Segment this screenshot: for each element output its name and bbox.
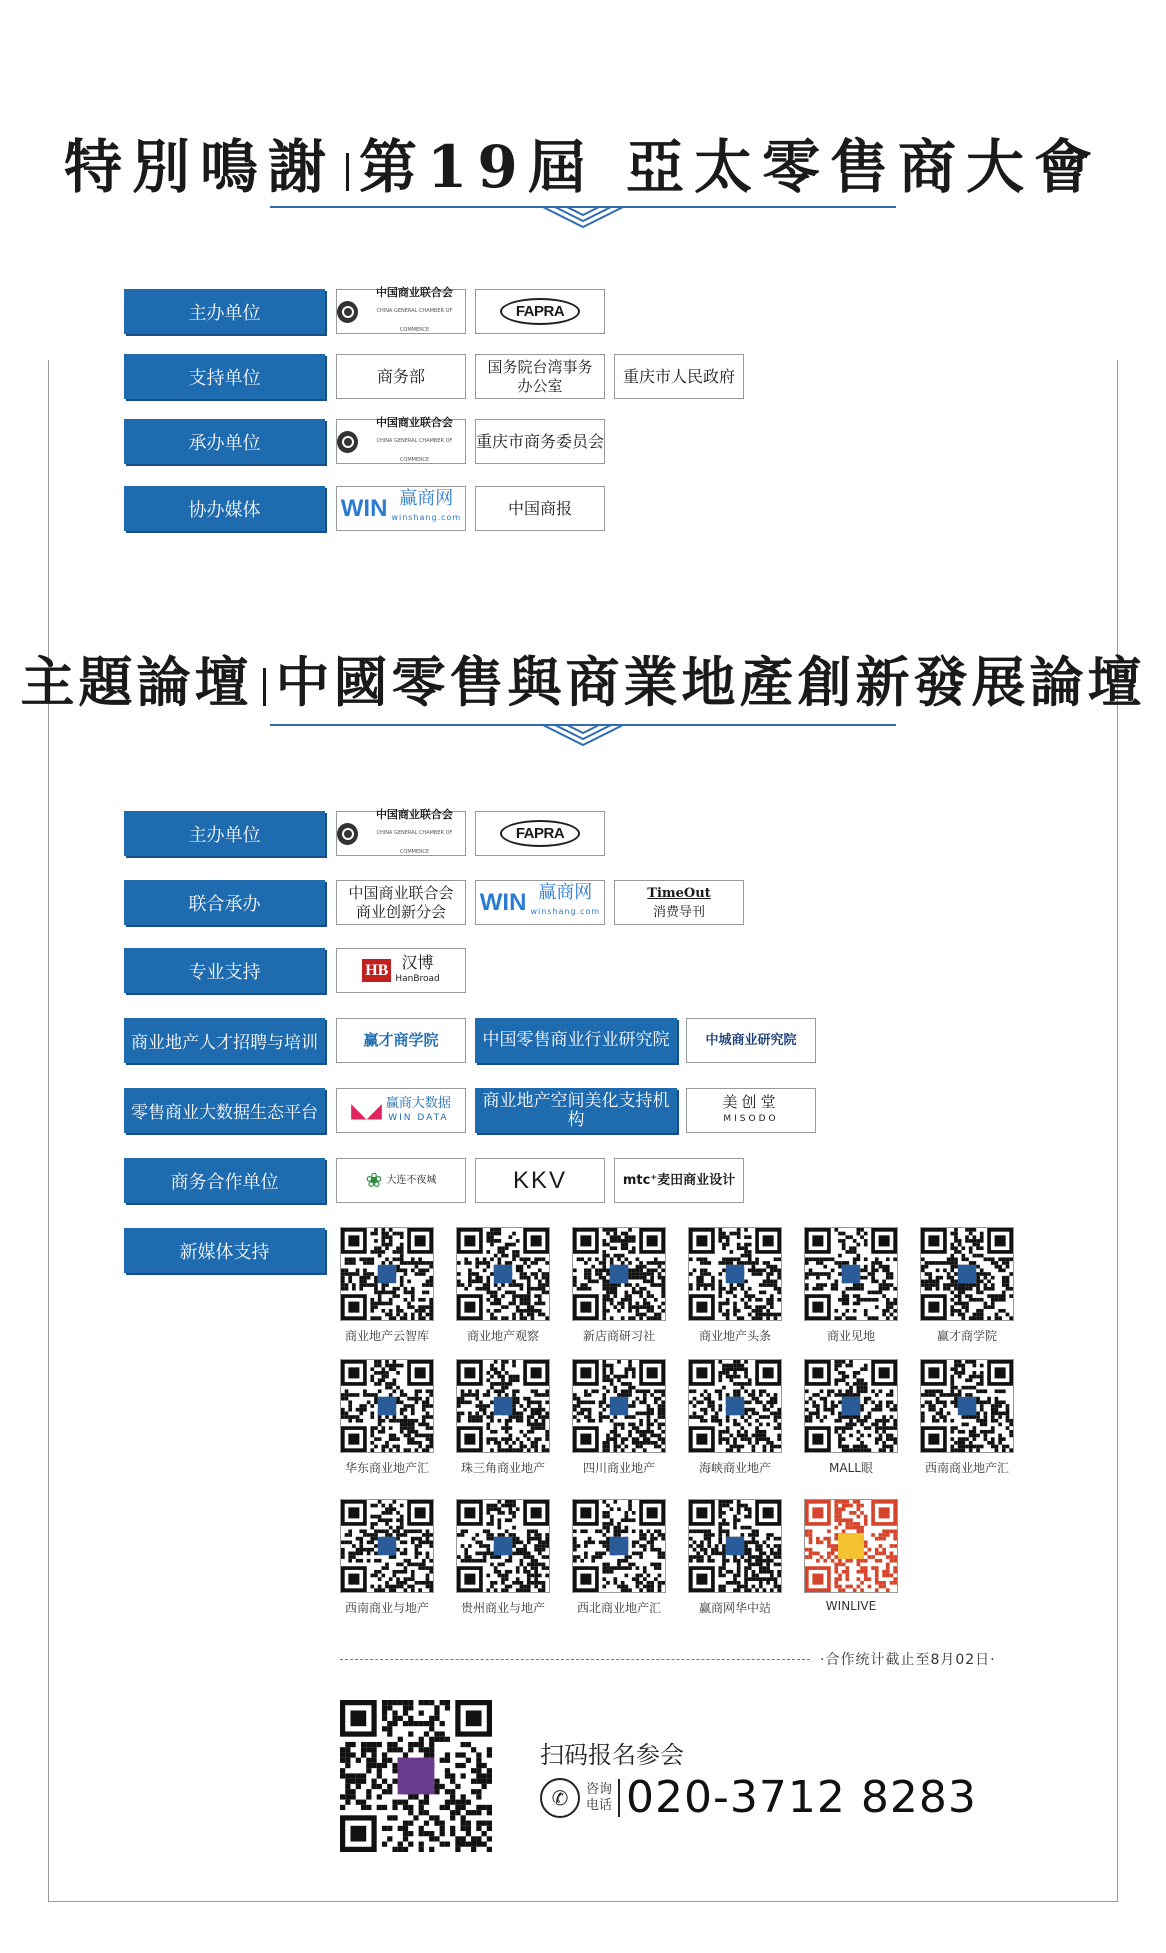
qr-code-2[interactable] <box>456 1227 550 1321</box>
hb-en: HanBroad <box>395 973 440 984</box>
consult-label: 咨询 电话 <box>586 1781 613 1813</box>
phone-row <box>540 1772 977 1823</box>
qr-code-5[interactable] <box>804 1227 898 1321</box>
yingcai-text: 赢才商学院 <box>363 1031 439 1049</box>
qr-caption: 华东商业地产汇 <box>344 1461 429 1475</box>
qr-code-icon <box>341 1500 433 1592</box>
kkv-text: KKV <box>512 1167 568 1194</box>
qr-caption: 珠三角商业地产 <box>460 1461 545 1475</box>
qr-caption: 赢商网华中站 <box>698 1601 771 1615</box>
phone-icon: ✆ <box>540 1778 580 1818</box>
title-divider <box>263 668 266 706</box>
logo-ccc-3 <box>336 808 466 856</box>
cohost-innovation-branch: 中国商业联合会 商业创新分会 <box>336 880 466 925</box>
label-host: 承办单位 <box>124 419 325 464</box>
qr-code-icon <box>921 1228 1013 1320</box>
dashed-divider <box>340 1659 810 1660</box>
stat-cutoff: ·合作统计截止至8月02日· <box>820 1652 996 1668</box>
windata-cn: 赢商大数据 <box>385 1095 451 1111</box>
dazhi-text: 大连不夜城 <box>386 1175 437 1186</box>
qr-caption: 西北商业地产汇 <box>576 1601 661 1615</box>
logo-mtc <box>614 1158 744 1203</box>
qr-code-icon <box>457 1360 549 1452</box>
qr-code-icon <box>805 1360 897 1452</box>
label-new-media: 新媒体支持 <box>124 1228 325 1273</box>
timeout-text: TimeOut <box>647 885 711 901</box>
ccc-logo-icon <box>337 431 358 453</box>
section1-title <box>0 120 1166 204</box>
qr-caption: 商业地产头条 <box>698 1329 771 1343</box>
section2-title-a: 主題論壇 <box>20 650 253 714</box>
qr-code-icon <box>457 1500 549 1592</box>
section2-title <box>0 640 1166 717</box>
label-business-partner: 商务合作单位 <box>124 1158 325 1203</box>
qr-code-icon <box>341 1228 433 1320</box>
phone-number[interactable]: 020-3712 8283 <box>626 1772 977 1823</box>
logo-zhongcheng <box>686 1018 816 1063</box>
host-chongqing-commerce: 重庆市商务委员会 <box>475 419 605 464</box>
win-en: winshang.com <box>391 513 462 522</box>
qr-code-14[interactable] <box>456 1499 550 1593</box>
ccc-name-en: CHINA GENERAL CHAMBER OF COMMERCE <box>376 438 453 463</box>
hb-cn: 汉博 <box>401 952 434 972</box>
signup-text: 扫码报名参会 <box>540 1741 684 1769</box>
qr-code-6[interactable] <box>920 1227 1014 1321</box>
label-professional-support: 专业支持 <box>124 948 325 993</box>
section2-title-b: 中國零售與商業地產創新發展論壇 <box>275 650 1146 714</box>
ccc-logo-icon <box>337 823 358 845</box>
zhongcheng-text: 中城商业研究院 <box>705 1033 797 1048</box>
qr-code-16[interactable] <box>688 1499 782 1593</box>
section1-title-b: 第19屆 亞太零售商大會 <box>359 133 1102 201</box>
qr-code-15[interactable] <box>572 1499 666 1593</box>
title-divider <box>346 153 349 191</box>
winlive-qr-icon <box>805 1500 897 1592</box>
logo-yingcai <box>336 1018 466 1063</box>
qr-caption: 商业地产观察 <box>466 1329 539 1343</box>
qr-code-3[interactable] <box>572 1227 666 1321</box>
qr-code-4[interactable] <box>688 1227 782 1321</box>
qr-caption: 赢才商学院 <box>936 1329 997 1343</box>
supporter-mofcom: 商务部 <box>336 354 466 399</box>
qr-code-icon <box>573 1360 665 1452</box>
qr-caption: 四川商业地产 <box>582 1461 655 1475</box>
china-retail-research-institute: 中国零售商业行业研究院 <box>475 1018 677 1063</box>
mtc-text: mtc⁺麦田商业设计 <box>622 1173 736 1188</box>
media-china-business-herald: 中国商报 <box>475 486 605 531</box>
logo-kkv <box>475 1158 605 1203</box>
logo-windata: ◣◢ 赢商大数据 WIN DATA <box>336 1088 466 1133</box>
qr-caption: 商业见地 <box>826 1329 875 1343</box>
logo-dazhi: ❀ 大连不夜城 <box>336 1158 466 1203</box>
qr-code-17[interactable] <box>804 1499 898 1593</box>
qr-code-7[interactable] <box>340 1359 434 1453</box>
misodo-en: MISODO <box>723 1113 779 1124</box>
label-co-host: 联合承办 <box>124 880 325 925</box>
qr-caption: 贵州商业与地产 <box>460 1601 545 1615</box>
hb-mark: HB <box>362 959 391 982</box>
ccc-name: 中国商业联合会 <box>375 808 453 821</box>
qr-caption: 商业地产云智库 <box>344 1329 429 1343</box>
qr-code-icon <box>921 1360 1013 1452</box>
qr-code-icon <box>340 1700 492 1852</box>
chevron-down-icon <box>543 725 623 751</box>
logo-misodo <box>686 1088 816 1133</box>
logo-fapra-2 <box>475 811 605 856</box>
qr-caption: 海峡商业地产 <box>698 1461 771 1475</box>
qr-caption: 新店商研习社 <box>582 1329 655 1343</box>
qr-caption: 西南商业地产汇 <box>924 1461 1009 1475</box>
ccc-name-en: CHINA GENERAL CHAMBER OF COMMERCE <box>376 830 453 855</box>
section1-title-a: 特別鳴謝 <box>64 133 337 201</box>
qr-code-icon <box>573 1500 665 1592</box>
fapra-text: FAPRA <box>500 820 580 847</box>
qr-code-icon <box>341 1360 433 1452</box>
win-mark: WIN <box>479 889 527 916</box>
ccc-name-en: CHINA GENERAL CHAMBER OF COMMERCE <box>376 308 453 333</box>
misodo-cn: 美创堂 <box>722 1092 780 1111</box>
qr-code-10[interactable] <box>688 1359 782 1453</box>
qr-code-1[interactable] <box>340 1227 434 1321</box>
win-en: winshang.com <box>530 907 601 916</box>
logo-winshang-2 <box>475 880 605 925</box>
qr-code-icon <box>805 1228 897 1320</box>
supporter-taiwan-office: 国务院台湾事务 办公室 <box>475 354 605 399</box>
label-media: 协办媒体 <box>124 486 325 531</box>
logo-hanbroad <box>336 948 466 993</box>
win-mark: WIN <box>340 495 388 522</box>
logo-ccc <box>336 286 466 334</box>
timeout-cn: 消费导刊 <box>652 904 705 920</box>
signup-qr-code[interactable] <box>340 1700 492 1852</box>
qr-code-icon <box>689 1228 781 1320</box>
qr-code-11[interactable] <box>804 1359 898 1453</box>
qr-code-9[interactable] <box>572 1359 666 1453</box>
qr-caption: WINLIVE <box>825 1599 877 1613</box>
ccc-logo-icon <box>337 301 358 323</box>
fapra-text: FAPRA <box>500 298 580 325</box>
label-talent: 商业地产人才招聘与培训 <box>124 1018 325 1063</box>
qr-code-icon <box>573 1228 665 1320</box>
qr-code-icon <box>689 1360 781 1452</box>
qr-caption: 西南商业与地产 <box>344 1601 429 1615</box>
ccc-name: 中国商业联合会 <box>375 286 453 299</box>
label-organizer-2: 主办单位 <box>124 811 325 856</box>
qr-caption: MALL眼 <box>829 1461 873 1475</box>
win-cn: 赢商网 <box>538 882 593 903</box>
label-supporter: 支持单位 <box>124 354 325 399</box>
win-cn: 赢商网 <box>399 488 454 509</box>
qr-code-icon <box>689 1500 781 1592</box>
logo-ccc-2 <box>336 416 466 464</box>
label-organizer: 主办单位 <box>124 289 325 334</box>
supporter-chongqing-gov: 重庆市人民政府 <box>614 354 744 399</box>
qr-code-13[interactable] <box>340 1499 434 1593</box>
qr-code-8[interactable] <box>456 1359 550 1453</box>
label-bigdata: 零售商业大数据生态平台 <box>124 1088 325 1133</box>
logo-fapra <box>475 289 605 334</box>
logo-timeout <box>614 880 744 925</box>
ccc-name: 中国商业联合会 <box>375 416 453 429</box>
chevron-down-icon <box>543 207 623 233</box>
phone-divider <box>618 1779 620 1817</box>
space-beautification-agency: 商业地产空间美化支持机构 <box>475 1088 677 1133</box>
qr-code-icon <box>457 1228 549 1320</box>
qr-code-12[interactable] <box>920 1359 1014 1453</box>
logo-winshang <box>336 486 466 531</box>
windata-en: WIN DATA <box>388 1112 449 1123</box>
